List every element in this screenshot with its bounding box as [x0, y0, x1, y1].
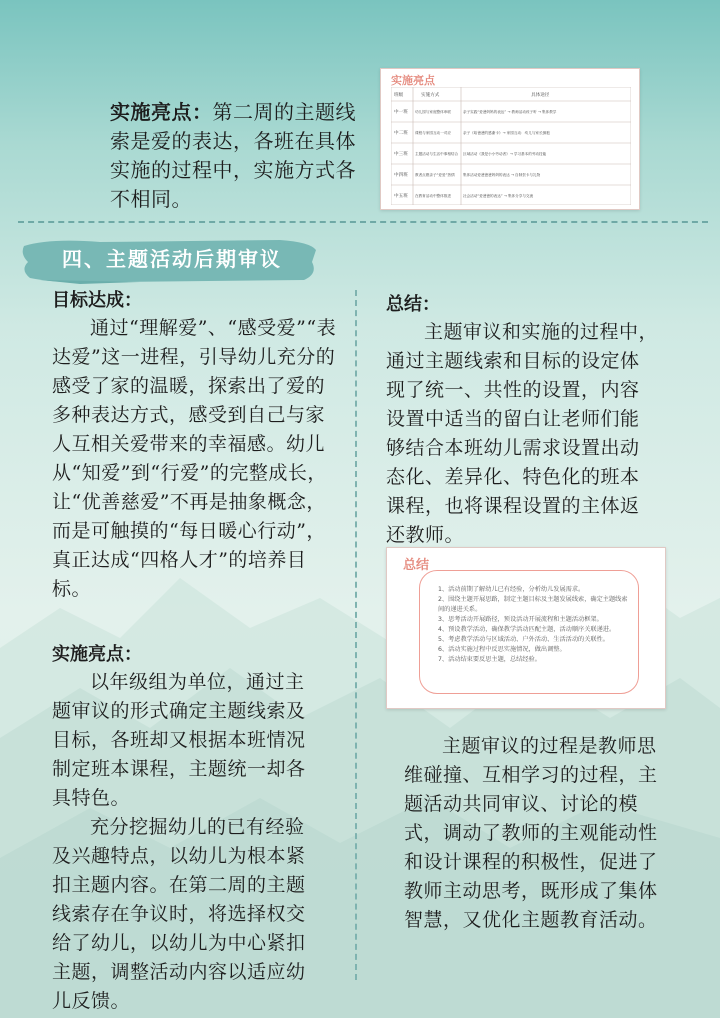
- figure2-title: 总结: [403, 558, 430, 573]
- table-header-method: 实施方式: [421, 93, 440, 98]
- summary-step: 2、围绕主题开展思路，制定主题目标及主题发展线索，确定主题线索间的递进关系。: [438, 596, 628, 613]
- goal-heading: 目标达成：: [52, 290, 142, 311]
- summary-paragraph-1: 主题审议和实施的过程中，通过主题线索和目标的设定体现了统一、共性的设置，内容设置中适当的留白让老师们能够结合本班幼儿需求设置出动态化、差异化、特色化的班本课程，也将课程设置的主体返还教师。: [386, 321, 659, 546]
- summary-step: 4、预设教学活动，确保教学活动匹配主题，活动顺序关联递进。: [438, 626, 616, 633]
- section-banner-title: 四、主题活动后期审议: [62, 247, 282, 271]
- top-highlight-body: 第二周的主题线索是爱的表达，各班在具体实施的过程中，实施方式各不相同。: [110, 100, 356, 211]
- table-cell-method: 在教育活动中整体推进: [415, 194, 451, 198]
- table-cell-class: 中三班: [394, 152, 408, 157]
- top-highlight-text: [110, 98, 360, 214]
- table-cell-method: 教者点燃亲子“爱爱”热情: [415, 173, 455, 177]
- right-column-summary: [386, 292, 658, 550]
- summary-steps-list: [438, 585, 628, 665]
- table-cell-detail: 社会活动“爱爸爸的表达” → 集体分享与交流: [463, 194, 534, 198]
- summary-step: 5、考虑教学活动与区域活动、户外活动、生活活动的关联性。: [438, 636, 609, 643]
- table-cell-class: 中四班: [394, 173, 408, 178]
- highlight-table-figure: [380, 68, 640, 210]
- summary-paragraph-2: 主题审议的过程是教师思维碰撞、互相学习的过程，主题活动共同审议、讨论的模式，调动了教师的主观能动性和设计课程的积极性，促进了教师主动思考，既形成了集体智慧，又优化主题教育活动。: [404, 735, 658, 931]
- table-cell-class: 中五班: [394, 194, 408, 199]
- highlight-paragraph-1: 以年级组为单位，通过主题审议的形式确定主题线索及目标，各班却又根据本班情况制定班本课程，主题统一却各具特色。: [52, 671, 306, 809]
- table-header-detail: 具体途径: [531, 93, 550, 98]
- table-cell-method: 主题活动与生活中事相结合: [415, 152, 459, 156]
- summary-step: 7、活动结束要反思主题，总结经验。: [438, 656, 541, 663]
- table-cell-method: 课程与家园互动一对应: [415, 131, 451, 135]
- figure1-title: 实施亮点: [391, 74, 435, 87]
- table-header-class: 班级: [394, 93, 404, 98]
- highlight-heading: 实施亮点：: [52, 644, 142, 665]
- table-cell-class: 中二班: [394, 131, 408, 136]
- section-divider: [18, 221, 708, 223]
- left-column: [52, 288, 337, 1016]
- highlight-table: [391, 87, 631, 205]
- summary-step: 3、思考活动开展路径，预设活动开展流程和主题活动框架。: [438, 616, 603, 623]
- summary-heading: 总结：: [386, 294, 440, 315]
- summary-figure-box: [419, 570, 639, 694]
- table-cell-method: 幼儿园与家庭整体串联: [415, 110, 451, 114]
- table-cell-detail: 区域活动《我是小小劳动者》→ 学习基本的劳动技能: [463, 152, 547, 156]
- goal-paragraph: 通过“理解爱”、“感受爱”“表达爱”这一进程，引导幼儿充分的感受了家的温暖，探索出了爱的多种表达方式，感受到自己与家人互相关爱带来的幸福感。幼儿从“知爱”到“行爱”的完整成长，让“优善慈爱”不再是抽象概念，而是可触摸的“每日暖心行动”，真正达成“四格人才”的培养目标。: [52, 317, 337, 600]
- highlight-paragraph-2: 充分挖掘幼儿的已有经验及兴趣特点，以幼儿为根本紧扣主题内容。在第二周的主题线索存在争议时，将选择权交给了幼儿，以幼儿为中心紧扣主题，调整活动内容以适应幼儿反馈。: [52, 816, 306, 1012]
- table-cell-detail: 亲子《给爸爸的感谢卡》→ 家园互动：幼儿与家长拥抱: [463, 131, 550, 135]
- column-divider: [355, 290, 357, 980]
- table-cell-class: 中一班: [394, 110, 408, 115]
- summary-figure: [386, 547, 666, 709]
- summary-step: 1、活动前期了解幼儿已有经验，分析幼儿发展需求。: [438, 586, 585, 593]
- top-highlight-lead: 实施亮点：: [110, 100, 213, 124]
- summary-step: 6、活动实施过程中反思实施情况，做出调整。: [438, 646, 566, 653]
- right-column-conclusion: [404, 732, 658, 935]
- table-cell-detail: 集体活动爱爸爸爸妈妈的表达 → 自制贺卡与礼物: [463, 173, 541, 177]
- table-cell-detail: 亲子实践“爱爸妈妈的表达” → 教师活动孩子听 → 集体教学: [463, 110, 557, 114]
